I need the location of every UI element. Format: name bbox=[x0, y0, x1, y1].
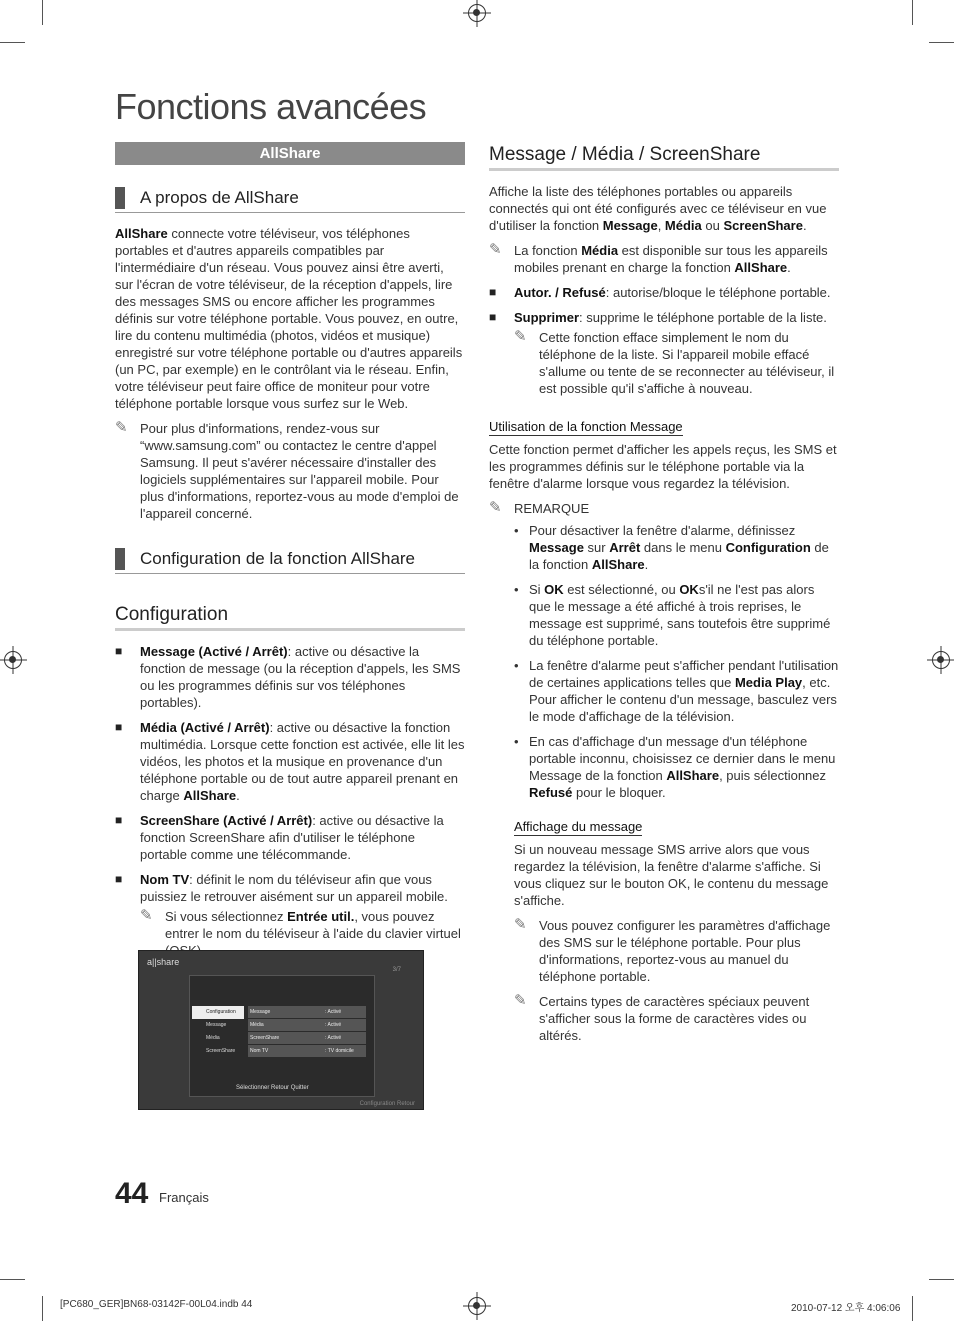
page-title: Fonctions avancées bbox=[115, 86, 427, 127]
print-footer-left: [PC680_GER]BN68-03142F-00L04.indb 44 bbox=[60, 1299, 253, 1310]
note-remarque: ✎ REMARQUE bbox=[489, 499, 590, 516]
tv-menu-item[interactable]: Configuration bbox=[192, 1006, 244, 1019]
square-bullet-icon: ■ bbox=[115, 813, 123, 827]
tv-menu-item[interactable]: Média bbox=[206, 1035, 220, 1041]
note-caracteres: ✎ Certains types de caractères spéciaux peuvent s'afficher sous la forme de caractères vides ou altérés. bbox=[514, 992, 810, 1043]
intro-paragraph: Affiche la liste des téléphones portables ou appareils connectés qui ont été configurés avec ce téléviseur en vue d'utiliser la fonction Message, Média ou ScreenShare. bbox=[489, 184, 827, 233]
remark-item: • Pour désactiver la fenêtre d'alarme, définissez Message sur Arrêt dans le menu Configuration de la fonction AllShare. bbox=[514, 523, 829, 572]
bullet-media: ■ Média (Activé / Arrêt): active ou désactive la fonction multimédia. Lorsque cette fonction est activée, elle lit les vidéos, les photos et la musique en provenance d'un téléphone portable ou de tout autre appareil prenant en charge AllShare. bbox=[115, 720, 465, 803]
bullet-supprimer: ■ Supprimer: supprime le téléphone portable de la liste. bbox=[489, 310, 827, 325]
registration-mark-icon bbox=[932, 651, 950, 669]
pencil-note-icon: ✎ bbox=[514, 916, 527, 933]
tv-menu-panel bbox=[189, 975, 375, 1097]
pencil-note-icon: ✎ bbox=[115, 419, 128, 436]
note-about: ✎ Pour plus d'informations, rendez-vous sur “www.samsung.com” ou contactez le centre d'appel Samsung. Il peut s'avérer nécessaire d'installer des logiciels supplémentaires sur l'appareil mobile. Pour plus d'informations, reportez-vous au mode d'emploi de l'appareil concerné. bbox=[115, 419, 459, 521]
registration-mark-icon bbox=[468, 4, 486, 22]
square-bullet-icon: ■ bbox=[115, 720, 123, 734]
tv-page-indicator: 3/7 bbox=[392, 967, 401, 973]
remark-item: • Si OK est sélectionné, ou OKs'il ne l'est pas alors que le message a été affiché à trois reprises, le message est supprimé, sans toutefois être supprimé du téléphone portable. bbox=[514, 582, 831, 648]
heading-about-allshare: A propos de AllShare bbox=[115, 187, 465, 213]
square-bullet-icon: ■ bbox=[489, 285, 497, 299]
note-media: ✎ La fonction Média est disponible sur tous les appareils mobiles prenant en charge la fonction AllShare. bbox=[489, 241, 828, 275]
tv-footer-secondary: Configuration Retour bbox=[359, 1101, 415, 1107]
heading-message-media-screenshare: Message / Média / ScreenShare bbox=[489, 144, 839, 171]
pencil-note-icon: ✎ bbox=[514, 328, 527, 345]
allshare-logo: a||share bbox=[147, 957, 180, 967]
utilisation-paragraph: Cette fonction permet d'afficher les appels reçus, les SMS et les programmes définis sur le téléphone portable via la fenêtre d'alarme lorsque vous regardez la télévision. bbox=[489, 442, 837, 491]
crop-mark bbox=[0, 42, 25, 43]
left-column bbox=[115, 142, 465, 967]
tv-menu-item[interactable]: ScreenShare bbox=[206, 1048, 236, 1054]
section-band-allshare: AllShare bbox=[115, 142, 465, 165]
tv-setting-row[interactable]: ScreenShare : Activé bbox=[248, 1032, 366, 1044]
note-nom-tv: ✎ Si vous sélectionnez Entrée util., vous pouvez entrer le nom du téléviseur à l'aide du clavier virtuel bbox=[140, 908, 465, 959]
bullet-nom-tv: ■ Nom TV: définit le nom du téléviseur afin que vous puissiez le retrouver aisément sur un appareil mobile. bbox=[115, 872, 448, 904]
remark-item: • La fenêtre d'alarme peut s'afficher pendant l'utilisation de certaines applications telles que Media Play, etc. Pour afficher le contenu d'un message, basculez vers le mode d'affichage de la télévision. bbox=[514, 658, 839, 724]
crop-mark bbox=[42, 1296, 43, 1321]
registration-mark-icon bbox=[4, 651, 22, 669]
heading-marker bbox=[115, 548, 125, 570]
pencil-note-icon: ✎ bbox=[489, 241, 502, 258]
about-paragraph: AllShare connecte votre téléviseur, vos téléphones portables et d'autres appareils compatibles par l'intermédiaire d'un réseau. Vous pouvez ainsi être averti, sur l'écran de votre téléviseur, de la réception d'appels, lire des messages SMS ou encore afficher les programmes définis sur votre téléphone portable. Vous pouvez, en outre, lire du contenu multimédia (photos, vidéos et musique) enregistré sur votre téléphone portable ou d'autres appareils (un PC, par exemple) en le contrôlant via le réseau. Enfin, votre téléviseur peut faire office de moniteur pour votre téléphone portable lorsque vous surfez sur le Web. bbox=[115, 226, 463, 411]
square-bullet-icon: ■ bbox=[115, 872, 123, 886]
crop-mark bbox=[912, 1296, 913, 1321]
tv-setting-row[interactable]: Message : Activé bbox=[248, 1006, 366, 1018]
tv-menu-item[interactable]: Message bbox=[206, 1022, 227, 1028]
note-affichage-config: ✎ Vous pouvez configurer les paramètres d'affichage des SMS sur le téléphone portable. Pour plus d'informations, reportez-vous au manuel du téléphone portable. bbox=[514, 916, 831, 984]
pencil-note-icon: ✎ bbox=[514, 992, 527, 1009]
pencil-note-icon: ✎ bbox=[489, 499, 502, 516]
heading-marker bbox=[115, 187, 125, 209]
crop-mark bbox=[912, 0, 913, 25]
heading-config-allshare: Configuration de la fonction AllShare bbox=[115, 548, 465, 574]
subheading-utilisation-message: Utilisation de la fonction Message bbox=[489, 419, 683, 434]
tv-menu-list bbox=[192, 1006, 244, 1058]
crop-mark bbox=[0, 1279, 25, 1280]
page-number: 44 bbox=[115, 1177, 149, 1210]
page-language: Français bbox=[159, 1190, 209, 1205]
subheading-affichage-message: Affichage du message bbox=[514, 819, 643, 834]
affichage-paragraph: Si un nouveau message SMS arrive alors que vous regardez la télévision, la fenêtre d'alarme s'affiche. Si vous cliquez sur le bouton OK, le contenu du message s'affiche. bbox=[514, 842, 829, 908]
tv-menu-screenshot bbox=[138, 950, 424, 1110]
bullet-screenshare: ■ ScreenShare (Activé / Arrêt): active ou désactive la fonction ScreenShare afin d'utiliser le téléphone portable comme une télécommande. bbox=[115, 813, 444, 862]
crop-mark bbox=[929, 1279, 954, 1280]
heading-configuration: Configuration bbox=[115, 604, 465, 631]
tv-setting-row[interactable]: Nom TV : TV domicile bbox=[248, 1045, 366, 1057]
note-supprimer: ✎ Cette fonction efface simplement le nom du téléphone de la liste. Si l'appareil mobile effacé s'allume ou tente de se reconnecter au téléviseur, il est possible qu'il s'affiche à nouveau. bbox=[514, 328, 835, 396]
bullet-message: ■ Message (Activé / Arrêt): active ou désactive la fonction de message (ou la réception d'appels, les SMS ou les programmes définis sur vos téléphones portables). bbox=[115, 644, 461, 710]
tv-menu-footer: Sélectionner Retour Quitter bbox=[236, 1085, 309, 1091]
bullet-autor-refuse: ■ Autor. / Refusé: autorise/bloque le téléphone portable. bbox=[489, 285, 831, 300]
tv-settings-grid bbox=[248, 1006, 366, 1058]
remark-item: • En cas d'affichage d'un message d'un téléphone portable inconnu, choisissez ce dernier dans le menu Message de la fonction AllShare, puis sélectionnez Refusé pour le bloquer. bbox=[514, 734, 836, 800]
tv-setting-row[interactable]: Média : Activé bbox=[248, 1019, 366, 1031]
square-bullet-icon: ■ bbox=[489, 310, 497, 324]
square-bullet-icon: ■ bbox=[115, 644, 123, 658]
crop-mark bbox=[42, 0, 43, 25]
right-column bbox=[489, 142, 839, 1052]
registration-mark-icon bbox=[468, 1297, 486, 1315]
pencil-note-icon: ✎ bbox=[140, 907, 153, 924]
crop-mark bbox=[929, 42, 954, 43]
print-footer-right: 2010-07-12 오후 4:06:06 bbox=[791, 1303, 901, 1314]
